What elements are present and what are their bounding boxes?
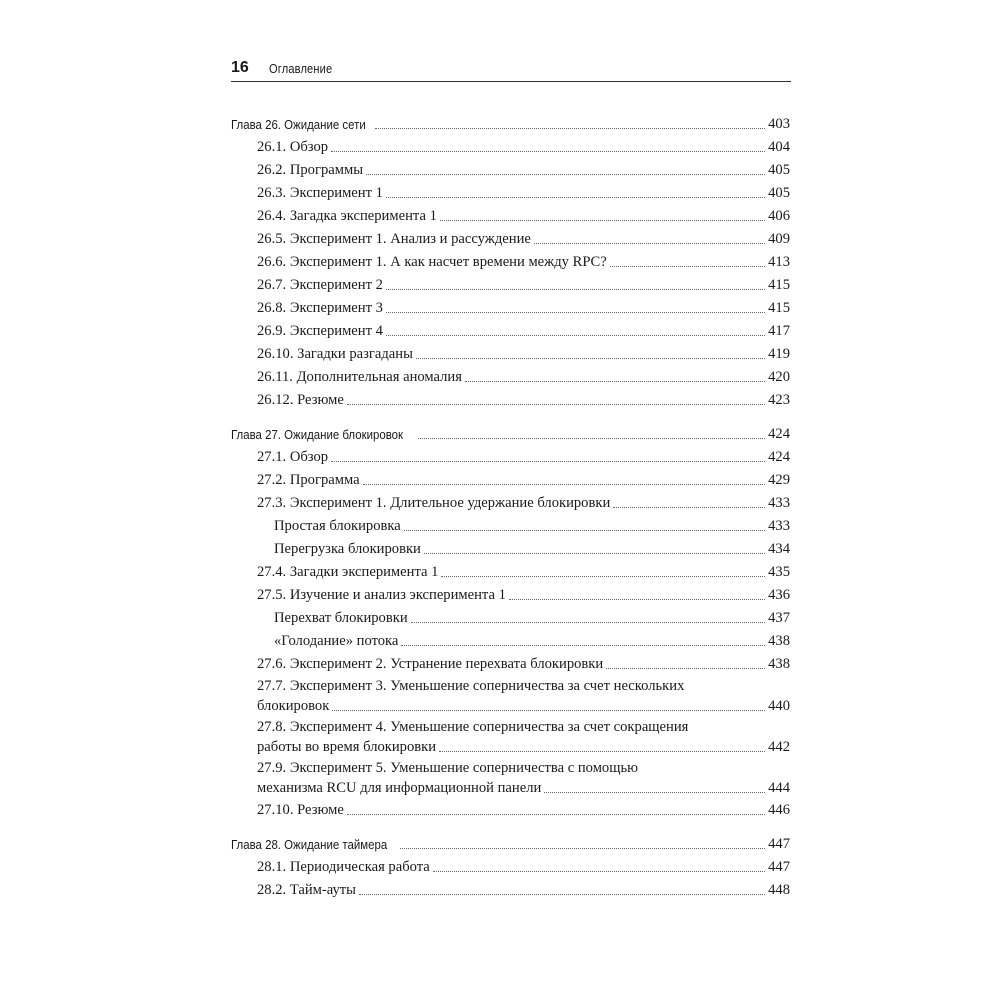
section-title: 27.10. Резюме xyxy=(257,802,344,818)
dot-leader xyxy=(331,151,765,152)
section-title: 26.9. Эксперимент 4 xyxy=(257,323,383,339)
toc-section-entry[interactable] xyxy=(231,492,790,515)
chapter-26 xyxy=(231,113,790,412)
page-ref: 405 xyxy=(768,162,790,178)
page-ref: 447 xyxy=(768,859,790,875)
dot-leader xyxy=(416,358,765,359)
page-ref: 435 xyxy=(768,564,790,580)
page-ref: 420 xyxy=(768,369,790,385)
toc-section-entry[interactable] xyxy=(231,676,790,717)
toc-section-entry[interactable] xyxy=(231,799,790,822)
page-ref: 415 xyxy=(768,300,790,316)
toc-subsection-entry[interactable] xyxy=(231,607,790,630)
dot-leader xyxy=(411,622,765,623)
page-ref: 405 xyxy=(768,185,790,201)
toc-section-entry[interactable] xyxy=(231,343,790,366)
section-title: 27.4. Загадки эксперимента 1 xyxy=(257,564,439,580)
toc-section-entry[interactable] xyxy=(231,274,790,297)
toc-section-entry[interactable] xyxy=(231,653,790,676)
dot-leader xyxy=(613,507,765,508)
dot-leader xyxy=(332,710,765,711)
page-ref: 446 xyxy=(768,802,790,818)
toc-chapter-entry[interactable] xyxy=(231,113,790,136)
chapter-title: Глава 27. Ожидание блокировок xyxy=(231,427,404,442)
dot-leader xyxy=(386,197,765,198)
section-title: 26.12. Резюме xyxy=(257,392,344,408)
chapter-title: Глава 26. Ожидание сети xyxy=(231,117,366,132)
table-of-contents xyxy=(231,113,790,913)
toc-section-entry[interactable] xyxy=(231,320,790,343)
section-title: 26.4. Загадка эксперимента 1 xyxy=(257,208,437,224)
page-ref: 424 xyxy=(768,426,790,442)
toc-section-entry[interactable] xyxy=(231,469,790,492)
dot-leader xyxy=(610,266,765,267)
page-ref: 413 xyxy=(768,254,790,270)
page-ref: 440 xyxy=(768,698,790,714)
section-title: 27.6. Эксперимент 2. Устранение перехвата блокировки xyxy=(257,656,604,672)
section-title: 26.2. Программы xyxy=(257,162,364,178)
toc-section-entry[interactable] xyxy=(231,584,790,607)
dot-leader xyxy=(347,814,765,815)
toc-section-entry[interactable] xyxy=(231,182,790,205)
dot-leader xyxy=(359,894,765,895)
section-title: 26.8. Эксперимент 3 xyxy=(257,300,383,316)
dot-leader xyxy=(347,404,765,405)
page-ref: 429 xyxy=(768,472,790,488)
toc-section-entry[interactable] xyxy=(231,758,790,799)
page-ref: 415 xyxy=(768,277,790,293)
toc-section-entry[interactable] xyxy=(231,251,790,274)
section-title: 27.5. Изучение и анализ эксперимента 1 xyxy=(257,587,506,603)
dot-leader xyxy=(544,792,765,793)
page-ref: 423 xyxy=(768,392,790,408)
toc-section-entry[interactable] xyxy=(231,159,790,182)
section-title: 27.3. Эксперимент 1. Длительное удержание блокировки xyxy=(257,495,611,511)
section-title-line2: механизма RCU для информационной панели xyxy=(257,780,542,796)
section-title-line2: блокировок xyxy=(257,698,330,714)
page-ref: 447 xyxy=(768,836,790,852)
dot-leader xyxy=(439,751,765,752)
page-ref: 448 xyxy=(768,882,790,898)
section-title: 27.1. Обзор xyxy=(257,449,329,465)
toc-section-entry[interactable] xyxy=(231,205,790,228)
toc-section-entry[interactable] xyxy=(231,856,790,879)
section-title: 26.5. Эксперимент 1. Анализ и рассуждение xyxy=(257,231,531,247)
dot-leader xyxy=(534,243,765,244)
dot-leader xyxy=(441,576,765,577)
dot-leader xyxy=(465,381,765,382)
subsection-title: Перегрузка блокировки xyxy=(274,541,421,557)
dot-leader xyxy=(331,461,765,462)
dot-leader xyxy=(375,128,765,129)
subsection-title: Простая блокировка xyxy=(274,518,401,534)
toc-section-entry[interactable] xyxy=(231,297,790,320)
page-ref: 404 xyxy=(768,139,790,155)
section-title: 26.3. Эксперимент 1 xyxy=(257,185,383,201)
page-ref: 409 xyxy=(768,231,790,247)
section-title: 27.2. Программа xyxy=(257,472,360,488)
dot-leader xyxy=(363,484,766,485)
section-title: 26.6. Эксперимент 1. А как насчет времени между RPC? xyxy=(257,254,607,270)
toc-section-entry[interactable] xyxy=(231,366,790,389)
toc-section-entry[interactable] xyxy=(231,136,790,159)
toc-section-entry[interactable] xyxy=(231,879,790,902)
page-ref: 406 xyxy=(768,208,790,224)
page-ref: 403 xyxy=(768,116,790,132)
section-title: 28.2. Тайм-ауты xyxy=(257,882,356,898)
section-title: 28.1. Периодическая работа xyxy=(257,859,430,875)
toc-section-entry[interactable] xyxy=(231,717,790,758)
toc-subsection-entry[interactable] xyxy=(231,630,790,653)
page-number: 16 xyxy=(231,59,249,76)
toc-section-entry[interactable] xyxy=(231,446,790,469)
page-ref: 437 xyxy=(768,610,790,626)
page-ref: 417 xyxy=(768,323,790,339)
section-title: 26.10. Загадки разгаданы xyxy=(257,346,413,362)
toc-subsection-entry[interactable] xyxy=(231,515,790,538)
page-ref: 436 xyxy=(768,587,790,603)
dot-leader xyxy=(418,438,766,439)
page-ref: 438 xyxy=(768,633,790,649)
dot-leader xyxy=(606,668,765,669)
dot-leader xyxy=(424,553,765,554)
toc-chapter-entry[interactable] xyxy=(231,423,790,446)
chapter-27 xyxy=(231,423,790,822)
subsection-title: Перехват блокировки xyxy=(274,610,408,626)
dot-leader xyxy=(386,289,765,290)
dot-leader xyxy=(386,312,765,313)
section-title-line1: 27.7. Эксперимент 3. Уменьшение соперничества за счет нескольких xyxy=(257,678,685,694)
toc-chapter-entry[interactable] xyxy=(231,833,790,856)
section-title-line2: работы во время блокировки xyxy=(257,739,437,755)
chapter-28 xyxy=(231,833,790,902)
section-title: Оглавление xyxy=(269,61,333,76)
page-ref: 433 xyxy=(768,518,790,534)
dot-leader xyxy=(401,645,765,646)
page-ref: 444 xyxy=(768,780,790,796)
section-title-line1: 27.9. Эксперимент 5. Уменьшение соперничества с помощью xyxy=(257,760,639,776)
page-ref: 442 xyxy=(768,739,790,755)
dot-leader xyxy=(509,599,765,600)
dot-leader xyxy=(404,530,765,531)
toc-section-entry[interactable] xyxy=(231,561,790,584)
toc-section-entry[interactable] xyxy=(231,389,790,412)
header-divider xyxy=(231,81,791,82)
page-ref: 424 xyxy=(768,449,790,465)
toc-section-entry[interactable] xyxy=(231,228,790,251)
dot-leader xyxy=(386,335,765,336)
page-ref: 433 xyxy=(768,495,790,511)
page-header xyxy=(231,57,791,81)
toc-subsection-entry[interactable] xyxy=(231,538,790,561)
section-title: 26.11. Дополнительная аномалия xyxy=(257,369,462,385)
subsection-title: «Голодание» потока xyxy=(274,633,399,649)
dot-leader xyxy=(433,871,765,872)
section-title: 26.1. Обзор xyxy=(257,139,329,155)
section-title-line1: 27.8. Эксперимент 4. Уменьшение соперничества за счет сокращения xyxy=(257,719,689,735)
page-ref: 434 xyxy=(768,541,790,557)
chapter-title: Глава 28. Ожидание таймера xyxy=(231,837,388,852)
dot-leader xyxy=(366,174,765,175)
section-title: 26.7. Эксперимент 2 xyxy=(257,277,383,293)
dot-leader xyxy=(400,848,766,849)
page-ref: 419 xyxy=(768,346,790,362)
dot-leader xyxy=(440,220,765,221)
page-ref: 438 xyxy=(768,656,790,672)
